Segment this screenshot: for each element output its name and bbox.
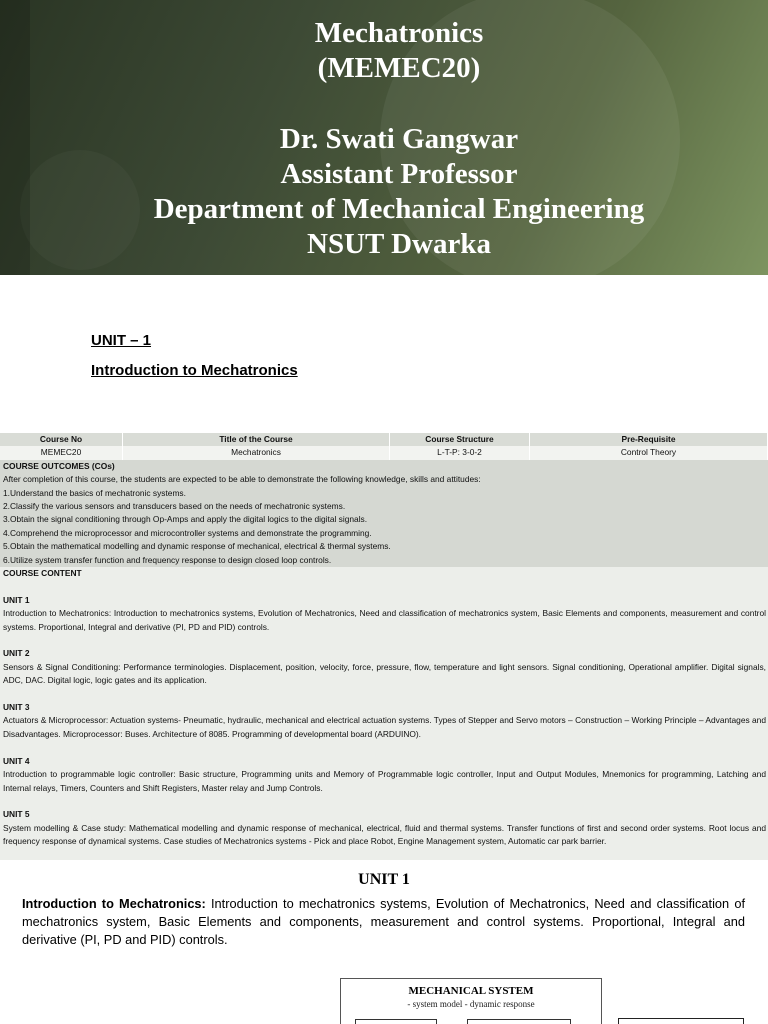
list-item: 1.Understand the basics of mechatronic systems.	[3, 487, 186, 498]
paragraph-lead: Introduction to Mechatronics:	[22, 896, 206, 911]
diagram-block	[467, 1019, 571, 1024]
unit-description: Introduction to Mechatronics: Introduction to mechatronics systems, Evolution of Mechatronics, Need and classification of mechatronics system, Basic Elements and components, measurement and control systems. Proportional, Integral and derivative (PI, PD and PID) controls.	[3, 608, 766, 632]
author-title: Assistant Professor	[280, 158, 518, 190]
list-item: 2.Classify the various sensors and transducers based on the needs of mechatronic systems.	[3, 501, 346, 512]
institution: NSUT Dwarka	[307, 228, 491, 260]
section-paragraph	[22, 895, 745, 949]
title-slide	[0, 0, 768, 275]
header-course-title: Title of the Course	[123, 433, 390, 446]
paragraph-body: Introduction to mechatronics systems, Evolution of Mechatronics, Need and classification of mechatronics system, Basic Elements and components, measurement and control systems. Proportional, Integral and derivative (PI, PD and PID) controls.	[22, 896, 746, 947]
course-content	[0, 567, 768, 848]
table-header-row	[0, 433, 768, 446]
unit-topic: Introduction to Mechatronics	[91, 362, 298, 379]
header-prerequisite: Pre-Requisite	[530, 433, 768, 446]
author-name: Dr. Swati Gangwar	[279, 123, 519, 155]
unit-label: UNIT 3	[3, 702, 30, 713]
header-course-structure: Course Structure	[390, 433, 530, 446]
co-intro: After completion of this course, the students are expected to be able to demonstrate the following knowledge, skills and attitudes:	[3, 474, 481, 485]
department: Department of Mechanical Engineering	[153, 193, 645, 225]
slide-title-block	[0, 16, 768, 262]
diagram-title: MECHANICAL SYSTEM	[408, 985, 534, 997]
content-heading: COURSE CONTENT	[3, 568, 82, 579]
unit-description: Introduction to programmable logic controller: Basic structure, Programming units and Memory of Programmable logic controller, Input and Output Modules, Mnemonics for programming, Latching and Internal relays, Timers, Counters and Shift Registers, Master relay and Jump Controls.	[3, 769, 766, 793]
unit-description: Actuators & Microprocessor: Actuation systems- Pneumatic, hydraulic, mechanical and electrical actuation systems. Types of Stepper and Servo motors – Construction – Working Principle – Advantages and Disadvantages. Microprocessor: Buses. Architecture of 8085. Programming of developmental board (ARDUINO).	[3, 715, 766, 739]
list-item: 4.Comprehend the microprocessor and microcontroller systems and demonstrate the programming.	[3, 527, 372, 538]
unit-description: System modelling & Case study: Mathematical modelling and dynamic response of mechanical, electrical, fluid and thermal systems. Transfer functions of first and second order systems. Root locus and frequency response of dynamical systems. Case studies of Mechatronics systems - Pick and place Robot, Engine Management system, Automatic car park barrier.	[3, 822, 766, 847]
mechanical-system-diagram	[0, 978, 768, 1024]
co-heading: COURSE OUTCOMES (COs)	[3, 460, 115, 471]
table-row	[0, 446, 768, 459]
header-course-no: Course No	[0, 433, 123, 446]
cell-prerequisite: Control Theory	[530, 446, 768, 459]
unit1-section	[0, 868, 768, 949]
list-item: 3.Obtain the signal conditioning through Op-Amps and apply the digital logics to the digital signals.	[3, 514, 368, 525]
unit-label: UNIT 4	[3, 755, 30, 766]
diagram-block	[355, 1019, 437, 1024]
diagram-block	[618, 1018, 744, 1024]
cell-course-structure: L-T-P: 3-0-2	[390, 446, 530, 459]
list-item: 6.Utilize system transfer function and frequency response to design closed loop controls.	[3, 554, 332, 565]
section-title: UNIT 1	[358, 871, 410, 888]
diagram-frame	[340, 978, 602, 1024]
syllabus-table	[0, 433, 768, 860]
course-name: Mechatronics	[314, 17, 484, 49]
cell-course-no: MEMEC20	[0, 446, 123, 459]
unit-description: Sensors & Signal Conditioning: Performance terminologies. Displacement, position, velocity, force, pressure, flow, temperature and light sensors. Signal conditioning, Operational amplifier. Digital signals, ADC, DAC. Digital logic, logic gates and its application.	[3, 661, 766, 686]
unit-number: UNIT – 1	[91, 332, 152, 349]
unit-label: UNIT 1	[3, 594, 30, 605]
unit-label: UNIT 2	[3, 648, 30, 659]
list-item: 5.Obtain the mathematical modelling and dynamic response of mechanical, electrical & thermal systems.	[3, 541, 391, 552]
course-code: (MEMEC20)	[317, 52, 481, 84]
unit-header	[91, 326, 298, 386]
diagram-subtitle: - system model - dynamic response	[407, 999, 535, 1009]
cell-course-title: Mechatronics	[123, 446, 390, 459]
course-outcomes	[0, 460, 768, 567]
unit-label: UNIT 5	[3, 809, 30, 820]
